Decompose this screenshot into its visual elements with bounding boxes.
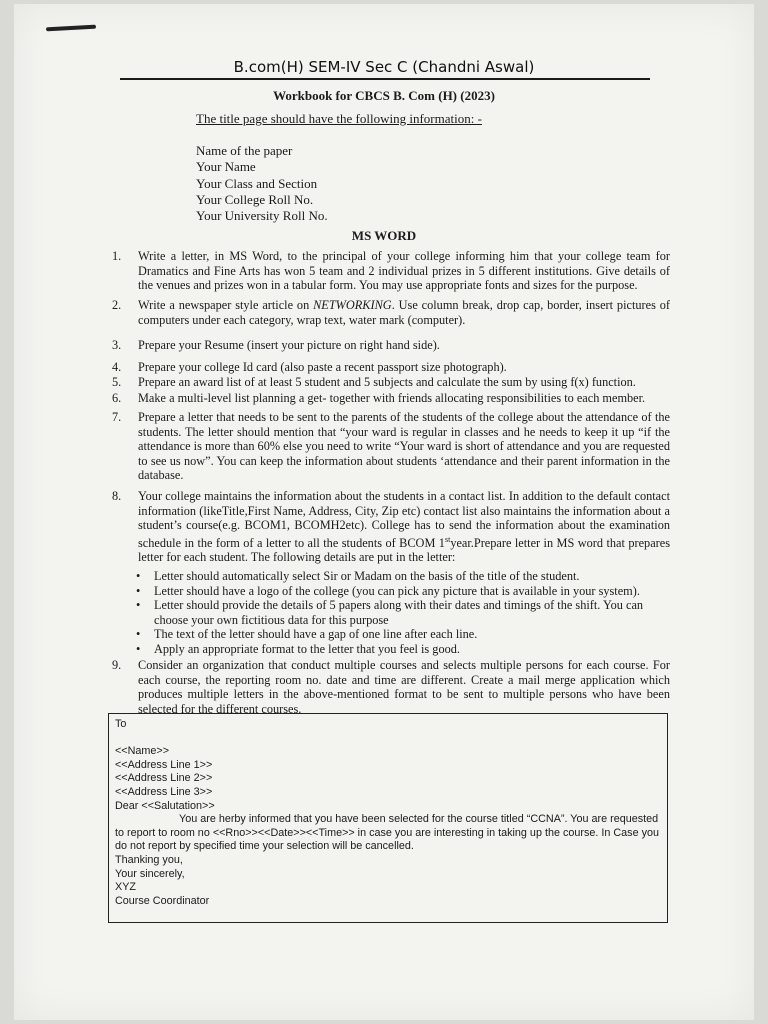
title-item: Your Class and Section xyxy=(196,175,318,191)
section-heading: MS WORD xyxy=(351,228,417,243)
question-number: 5. xyxy=(112,375,122,389)
bullet-item: • The text of the letter should have a gap of one line after each line. xyxy=(132,627,667,642)
question-8-bullets xyxy=(132,569,667,656)
sample-letter-box xyxy=(108,713,668,923)
handwritten-title: B.com(H) SEM-IV Sec C (Chandni Aswal) xyxy=(233,58,535,76)
title-item: Your University Roll No. xyxy=(196,208,328,224)
question-text: Make a multi-level list planning a get- together with friends allocating responsibilities to each member. xyxy=(138,391,646,405)
question-number: 3. xyxy=(112,338,122,352)
letter-designation: Course Coordinator xyxy=(115,894,210,907)
question-text: Prepare a letter that needs to be sent to the parents of the students of the college about the attendance of the students. The letter should mention that “your ward is regular in classes and he needs to keep it up “if the attendance is more than 60% else you need to write “Your ward is short of attendance and you are requested to see us now”. You can keep the information about students ‘attendance and their parent information in the database. xyxy=(138,410,670,482)
bullet-item: • Apply an appropriate format to the letter that you feel is good. xyxy=(132,642,667,657)
question-number: 9. xyxy=(112,658,122,672)
title-item: Name of the paper xyxy=(196,143,293,158)
letter-body: You are herby informed that you have been selected for the course titled “CCNA”. You are requested to report to room no <<Rno>><<Date>><<Time>> in case you are interesting in taking up the course. In Case you do not report by specified time your selection will be cancelled. xyxy=(115,813,659,853)
question-3 xyxy=(112,338,670,353)
letter-closing: Your sincerely, xyxy=(115,867,185,880)
question-4 xyxy=(112,360,670,375)
letter-salutation: Dear <<Salutation>> xyxy=(115,799,215,812)
question-text: Prepare an award list of at least 5 student and 5 subjects and calculate the sum by using f(x) function. xyxy=(138,375,636,389)
question-8 xyxy=(112,489,670,565)
title-underline xyxy=(120,78,650,80)
title-page-items xyxy=(196,143,328,224)
question-number: 4. xyxy=(112,360,122,374)
question-number: 8. xyxy=(112,489,122,503)
title-item: Your Name xyxy=(196,159,256,175)
blank-line xyxy=(115,732,661,746)
letter-signatory: XYZ xyxy=(115,881,136,894)
question-number: 6. xyxy=(112,391,122,405)
letter-address-2: <<Address Line 2>> xyxy=(115,772,213,785)
letter-address-1: <<Address Line 1>> xyxy=(115,758,213,771)
title-page-instruction: The title page should have the following information: - xyxy=(196,111,482,126)
question-text: Write a letter, in MS Word, to the principal of your college informing him that your college team for Dramatics and Fine Arts has won 5 team and 2 individual prizes in 5 different institutions. Give details of the venues and prizes won in a tabular form. You may use appropriate fonts and sizes for the purpose. xyxy=(138,249,670,292)
question-9 xyxy=(112,658,670,716)
question-2 xyxy=(112,298,670,327)
letter-to: To xyxy=(115,718,127,730)
question-5 xyxy=(112,375,670,390)
letter-thanks: Thanking you, xyxy=(115,853,183,866)
question-text: Prepare your college Id card (also paste a recent passport size photograph). xyxy=(138,360,507,374)
question-text: Write a newspaper style article on NETWORKING. Use column break, drop cap, border, insert pictures of computers under each category, wrap text, water mark (computer). xyxy=(138,298,670,327)
letter-address-3: <<Address Line 3>> xyxy=(115,785,213,798)
question-text: Consider an organization that conduct multiple courses and selects multiple persons for each course. For each course, the reporting room no. date and time are different. Create a mail merge application which produces multiple letters in the above-mentioned format to be sent to multiple persons who have been selected for the different courses. xyxy=(138,658,670,716)
bullet-item: • Letter should have a logo of the college (you can pick any picture that is available in your system). xyxy=(132,584,667,599)
letter-name-field: <<Name>> xyxy=(115,745,170,758)
question-number: 2. xyxy=(112,298,122,312)
bullet-item: • Letter should automatically select Sir or Madam on the basis of the title of the student. xyxy=(132,569,667,584)
question-7 xyxy=(112,410,670,483)
title-item: Your College Roll No. xyxy=(196,191,314,207)
pen-mark xyxy=(46,25,96,32)
networking-emphasis: NETWORKING xyxy=(313,298,392,312)
workbook-subtitle: Workbook for CBCS B. Com (H) (2023) xyxy=(273,88,495,103)
question-text: Your college maintains the information about the students in a contact list. In addition to the default contact information (likeTitle,First Name, Address, City, Zip etc) contact list also maintains the information about a student’s course(e.g. BCOM1, BCOMH2etc). College has to send the information about the examination schedule in the form of a letter to all the students of BCOM 1styear.Prepare letter in MS word that prepares letter for each student. The following details are put in the letter: xyxy=(138,489,671,565)
question-6 xyxy=(112,391,670,406)
question-1 xyxy=(112,249,670,293)
question-number: 7. xyxy=(112,410,122,424)
bullet-item: • Letter should provide the details of 5 papers along with their dates and timings of the shift. You can choose your own fictitious data for this purpose xyxy=(132,598,667,627)
question-text: Prepare your Resume (insert your picture on right hand side). xyxy=(138,338,440,352)
question-number: 1. xyxy=(112,249,122,263)
